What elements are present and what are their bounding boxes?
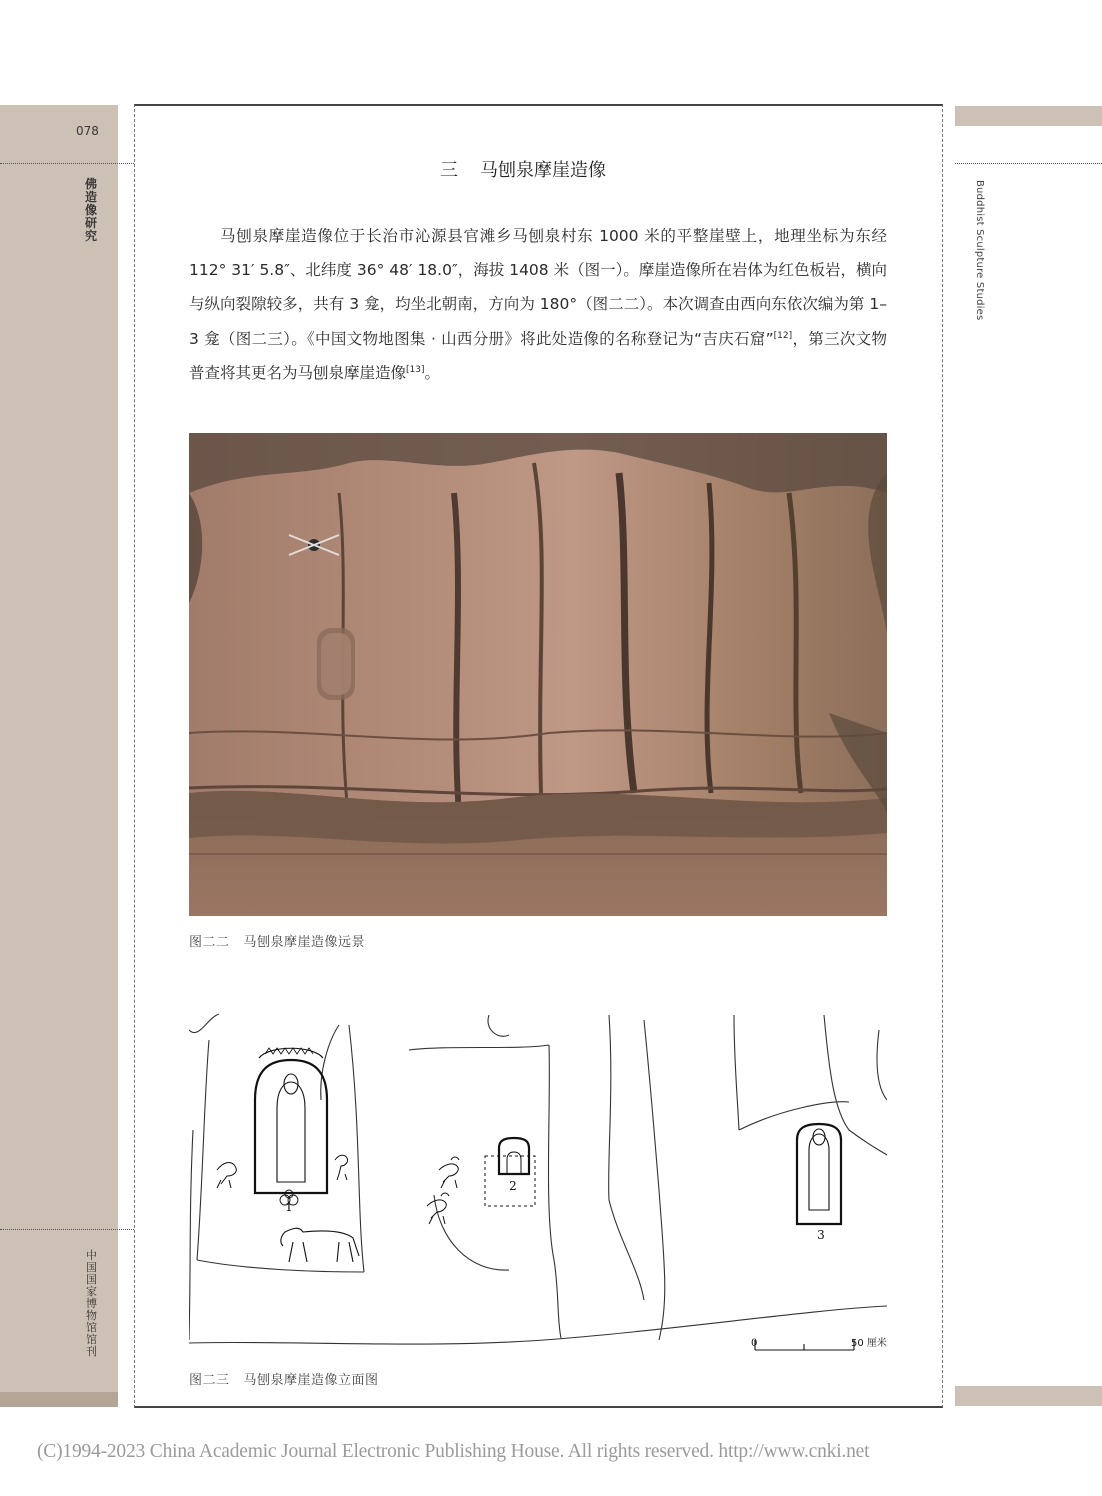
section-title: [440, 156, 606, 182]
elevation-drawing: [189, 1010, 887, 1360]
figure-2-caption: [189, 1369, 379, 1388]
body-paragraph: [189, 219, 887, 390]
figure-1-caption: [189, 931, 365, 950]
section-number: 三: [440, 160, 458, 181]
paragraph-part-1: 马刨泉摩崖造像位于长治市沁源县官滩乡马刨泉村东 1000 米的平整崖壁上，地理坐标为东经 112° 31′ 5.8″、北纬度 36° 48′ 18.0″，海拔 1408 米（图一）。摩崖造像所在岩体为红色板岩，横向与纵向裂隙较多，共有 3 龛，均坐北朝南，方向为 180°（图二二）。本次调查由西向东依次编为第 1–3 龛（图二三）。《中国文物地图集 · 山西分册》将此处造像的名称登记为“吉庆石窟”: [189, 227, 887, 348]
section-title-text: 马刨泉摩崖造像: [480, 160, 606, 181]
left-side-band: [0, 105, 118, 1407]
figure-1-label: 图二二: [189, 935, 230, 950]
right-bottom-bar: [955, 1386, 1102, 1406]
magazine-name: 中国国家博物馆馆刊: [86, 1249, 97, 1358]
figure-2-label: 图二三: [189, 1373, 230, 1388]
scale-bar: [755, 1340, 854, 1350]
page-number: 078: [76, 124, 99, 138]
reference-13[interactable]: [13]: [406, 364, 425, 375]
niche-3-label: 3: [817, 1228, 825, 1242]
left-side-band-footer: [0, 1392, 118, 1407]
left-top-divider: [0, 163, 134, 164]
figure-2-text: 马刨泉摩崖造像立面图: [243, 1373, 379, 1388]
journal-side-title: 佛造像研究: [85, 177, 98, 243]
niche-2-label: 2: [509, 1179, 517, 1193]
figure-1-text: 马刨泉摩崖造像远景: [243, 935, 366, 950]
right-top-bar: [955, 106, 1102, 126]
right-divider: [955, 163, 1102, 164]
paragraph-part-3: 。: [424, 363, 441, 382]
cliff-photo: [189, 433, 887, 916]
scale-end-label: 50 厘米: [851, 1338, 887, 1349]
left-bottom-divider: [0, 1229, 134, 1230]
reference-12[interactable]: [12]: [773, 330, 793, 341]
paragraph-part-2: ，第三次文物普查将其更名为马刨泉摩崖造像: [189, 329, 887, 382]
niche-1-label: 1: [285, 1200, 293, 1214]
copyright-footer: (C)1994-2023 China Academic Journal Electronic Publishing House. All rights reserved. http://www.cnki.net: [37, 1441, 870, 1462]
journal-side-title-en: Buddhist Sculpture Studies: [974, 180, 985, 321]
scale-start-label: 0: [751, 1338, 758, 1349]
